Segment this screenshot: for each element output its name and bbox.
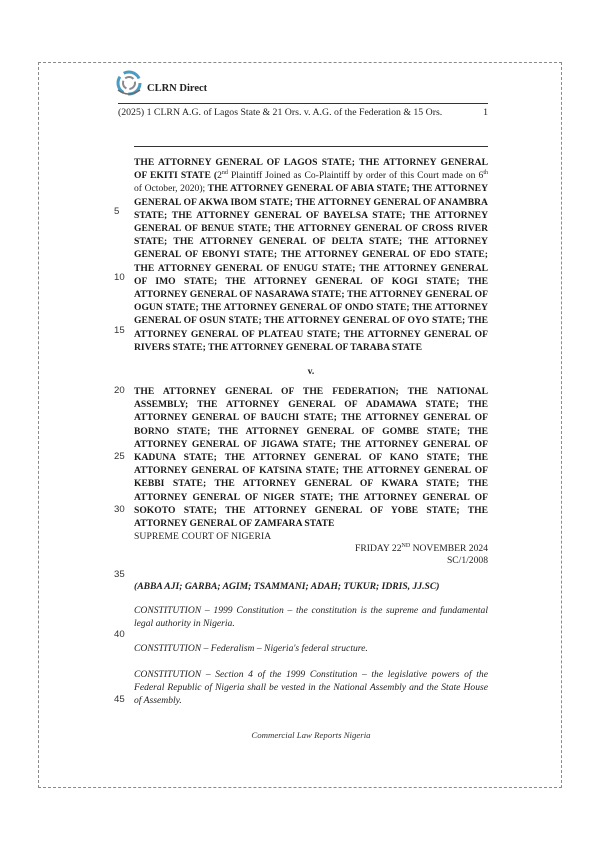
- note-end: of October, 2020);: [134, 183, 206, 195]
- plaintiffs-text-start: THE ATTORNEY GENERAL OF LAGOS STATE; THE ATTORNEY GENERAL OF EKITI STATE (: [134, 157, 488, 182]
- holding-item: CONSTITUTION – 1999 Constitution – the constitution is the supreme and fundamental legal authority in Nigeria.: [134, 605, 488, 630]
- line-number: 20: [114, 385, 125, 396]
- line-number: 10: [114, 272, 125, 283]
- running-head: [118, 103, 488, 118]
- holding-item: CONSTITUTION – Federalism – Nigeria's federal structure.: [134, 643, 368, 654]
- footer-publisher: Commercial Law Reports Nigeria: [251, 730, 371, 740]
- note-day-suffix: th: [483, 170, 488, 177]
- note-text: Plaintiff Joined as Co-Plaintiff by order of this Court made on: [227, 170, 479, 182]
- date-rest: NOVEMBER 2024: [410, 543, 488, 554]
- brand-name: CLRN Direct: [147, 83, 208, 94]
- case-citation: (2025) 1 CLRN A.G. of Lagos State & 21 Ors. v. A.G. of the Federation & 15 Ors.: [118, 107, 443, 118]
- court-name: SUPREME COURT OF NIGERIA: [134, 531, 272, 542]
- line-number: 25: [114, 451, 125, 462]
- date-prefix: FRIDAY 22: [355, 543, 402, 554]
- versus-label: v.: [307, 366, 315, 377]
- plaintiffs-text-rest: THE ATTORNEY GENERAL OF ABIA STATE; THE ATTORNEY GENERAL OF AKWA IBOM STATE; THE ATTORNEY GENERAL OF ANAMBRA STATE; THE ATTORNEY GENERAL OF BAYELSA STATE; THE ATTORNEY GENERAL OF BENUE STATE; THE ATTORNEY GENERAL OF CROSS RIVER STATE; THE ATTORNEY GENERAL OF DELTA STATE; THE ATTORNEY GENERAL OF EBONYI STATE; THE ATTORNEY GENERAL OF EDO STATE; THE ATTORNEY GENERAL OF ENUGU STATE; THE ATTORNEY GENERAL OF IMO STATE; THE ATTORNEY GENERAL OF KOGI STATE; THE ATTORNEY GENERAL OF NASARAWA STATE; THE ATTORNEY GENERAL OF OGUN STATE; THE ATTORNEY GENERAL OF ONDO STATE; THE ATTORNEY GENERAL OF OSUN STATE; THE ATTORNEY GENERAL OF OYO STATE; THE ATTORNEY GENERAL OF PLATEAU STATE; THE ATTORNEY GENERAL OF RIVERS STATE; THE ATTORNEY GENERAL OF TARABA STATE: [134, 183, 489, 353]
- note-day: 6: [478, 170, 484, 182]
- judgment-date: [355, 543, 488, 555]
- holding-item: CONSTITUTION – Section 4 of the 1999 Constitution – the legislative powers of the Federal Republic of Nigeria shall be vested in the National Assembly and the State House of Assembly.: [134, 669, 488, 707]
- suit-number: SC/1/2008: [446, 555, 488, 566]
- clrn-logo-icon: [114, 68, 144, 98]
- note-ordinal: 2: [217, 170, 222, 182]
- line-number: 30: [114, 504, 125, 515]
- date-suffix: ND: [401, 542, 411, 549]
- justices-panel: (ABBA AJI; GARBA; AGIM; TSAMMANI; ADAH; TUKUR; IDRIS, JJ.SC): [134, 581, 440, 592]
- defendants-block: THE ATTORNEY GENERAL OF THE FEDERATION; THE NATIONAL ASSEMBLY; THE ATTORNEY GENERAL OF ADAMAWA STATE; THE ATTORNEY GENERAL OF BAUCHI STATE; THE ATTORNEY GENERAL OF BORNO STATE; THE ATTORNEY GENERAL OF GOMBE STATE; THE ATTORNEY GENERAL OF JIGAWA STATE; THE ATTORNEY GENERAL OF KADUNA STATE; THE ATTORNEY GENERAL OF KANO STATE; THE ATTORNEY GENERAL OF KATSINA STATE; THE ATTORNEY GENERAL OF KEBBI STATE; THE ATTORNEY GENERAL OF KWARA STATE; THE ATTORNEY GENERAL OF NIGER STATE; THE ATTORNEY GENERAL OF SOKOTO STATE; THE ATTORNEY GENERAL OF YOBE STATE; THE ATTORNEY GENERAL OF ZAMFARA STATE: [134, 386, 488, 530]
- plaintiffs-block: [134, 156, 488, 354]
- page-number: 1: [483, 107, 488, 118]
- header-rule: [134, 146, 488, 147]
- note-ordinal-suffix: nd: [221, 170, 228, 177]
- date-and-suit: [355, 543, 488, 567]
- line-number: 35: [114, 569, 125, 580]
- line-number: 5: [114, 206, 120, 217]
- line-number: 15: [114, 325, 125, 336]
- line-number: 40: [114, 629, 125, 640]
- line-number: 45: [114, 694, 125, 705]
